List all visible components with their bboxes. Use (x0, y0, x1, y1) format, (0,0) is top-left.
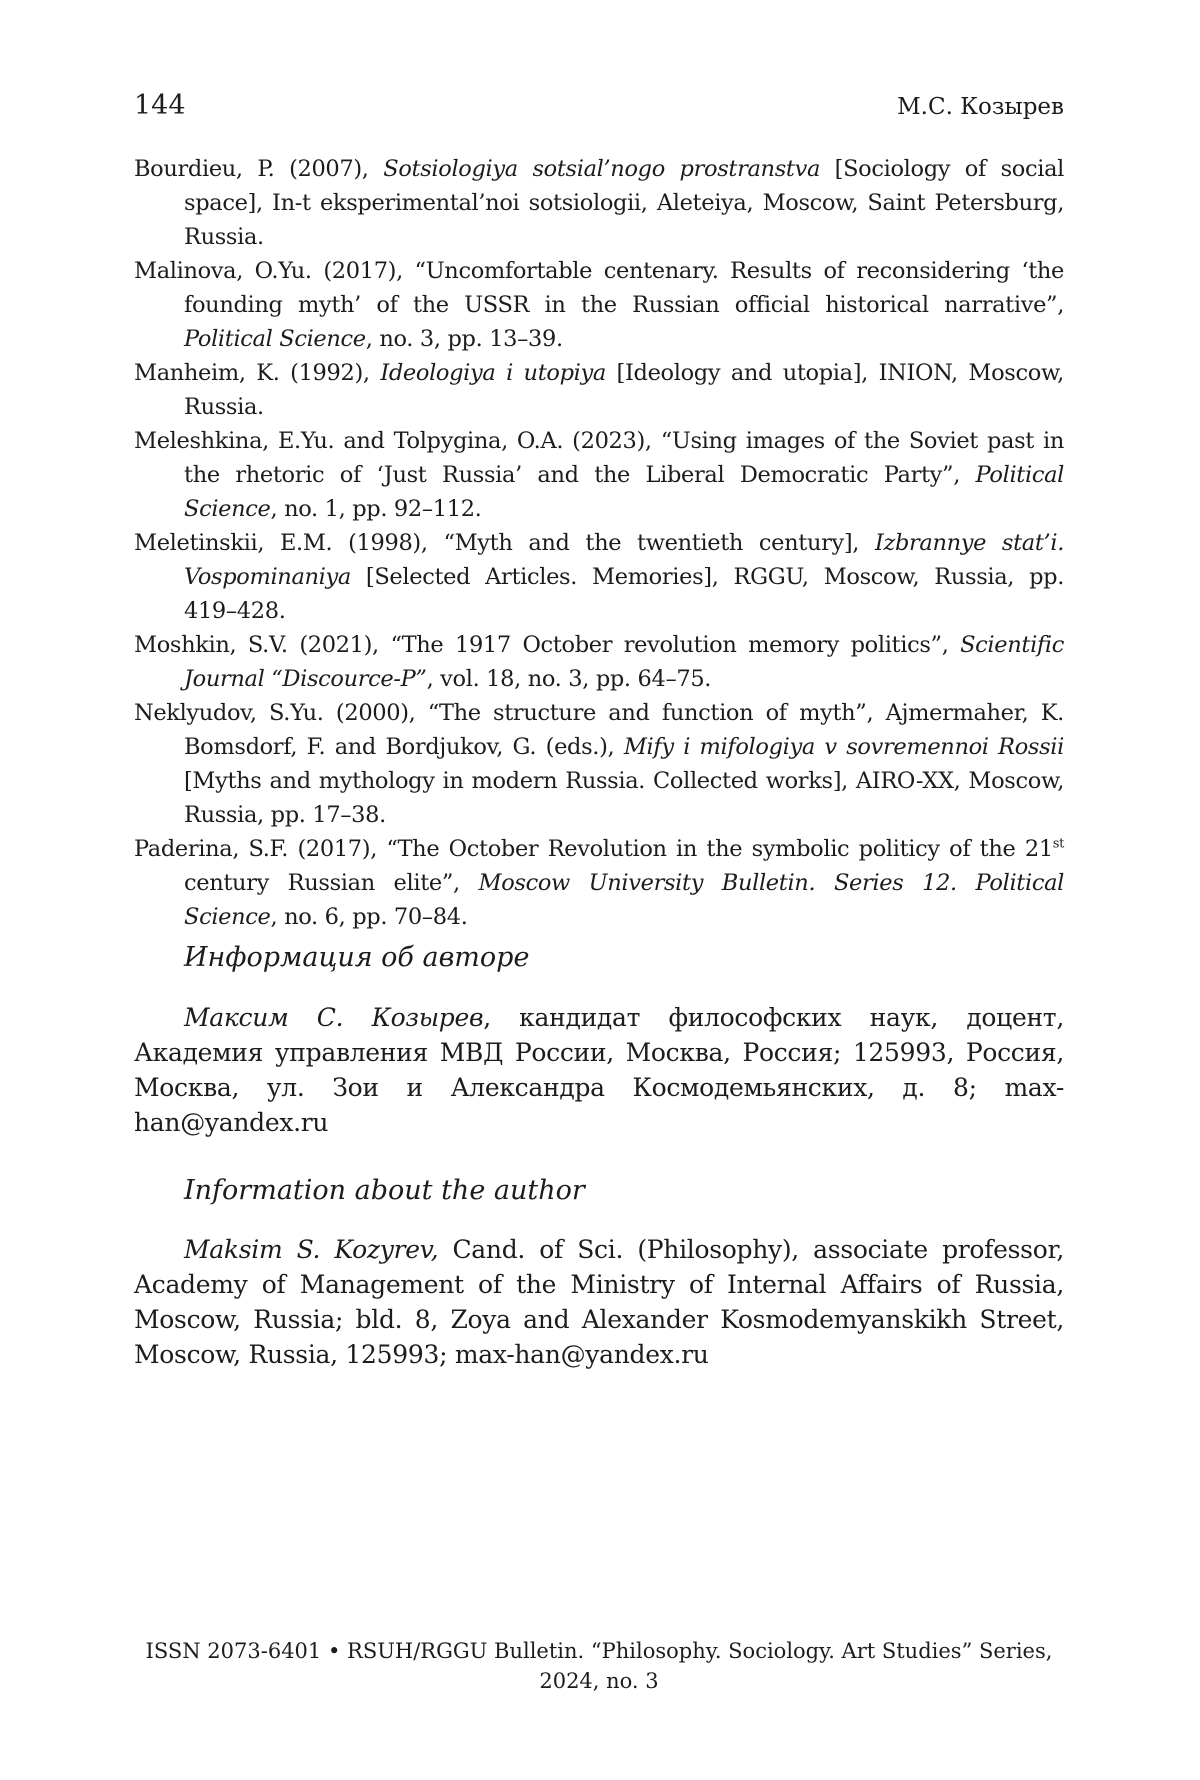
reference-item (134, 832, 1064, 934)
reference-item (134, 152, 1064, 254)
author-details-ru: , кандидат философских наук, доцент, Академия управления МВД России, Москва, Россия; 125993, Россия, Москва, ул. Зои и Александра Космодемьянских, д. 8; max-han@yandex.ru (134, 1003, 1064, 1137)
reference-details: , vol. 18, no. 3, pp. 64–75. (427, 666, 712, 692)
reference-item (134, 696, 1064, 832)
author-info-ru (134, 1000, 1064, 1140)
reference-title: Ideologiya i utopiya (380, 360, 606, 386)
reference-item (134, 628, 1064, 696)
reference-details: , no. 3, pp. 13–39. (366, 326, 563, 352)
reference-author: Neklyudov, S.Yu. (2000), “The structure and function of myth”, Ajmermaher, K. Bomsdorf, F. and Bordjukov, G. (eds.), (134, 700, 1064, 760)
reference-item (134, 356, 1064, 424)
reference-details: [Selected Articles. Memories], RGGU, Moscow, Russia, pp. 419–428. (184, 564, 1064, 624)
reference-title: Mify i mifologiya v sovremennoi Rossii (624, 734, 1064, 760)
journal-footer (134, 1636, 1064, 1696)
footer-line-1: ISSN 2073-6401 • RSUH/RGGU Bulletin. “Philosophy. Sociology. Art Studies” Series, (134, 1636, 1064, 1666)
author-name-ru: Максим С. Козырев (184, 1003, 483, 1032)
page (134, 88, 1064, 1688)
reference-item (134, 254, 1064, 356)
author-info-heading-ru: Информация об авторе (184, 940, 529, 976)
reference-title: Sotsiologiya sotsial’nogo prostranstva (383, 156, 820, 182)
reference-author-cont: century Russian elite”, (184, 870, 479, 896)
reference-title: Political Science (184, 462, 1064, 522)
reference-author: Meletinskii, E.M. (1998), “Myth and the twentieth century], (134, 530, 875, 556)
author-details-en: Cand. of Sci. (Philosophy), associate professor, Academy of Management of the Ministry of Internal Affairs of Russia, Moscow, Russia; bld. 8, Zoya and Alexander Kosmodemyanskikh Street, Moscow, Russia, 125993; max-han@yandex.ru (134, 1235, 1064, 1369)
reference-details: [Ideology and utopia], INION, Moscow, Russia. (184, 360, 1064, 420)
running-head: М.С. Козырев (897, 91, 1064, 123)
reference-author: Moshkin, S.V. (2021), “The 1917 October revolution memory politics”, (134, 632, 960, 658)
reference-author: Paderina, S.F. (2017), “The October Revolution in the symbolic politicy of the 21 (134, 836, 1053, 862)
reference-author: Malinova, O.Yu. (2017), “Uncomfortable centenary. Results of reconsidering ‘the founding myth’ of the USSR in the Russian official historical narrative”, (134, 258, 1064, 318)
reference-author: Meleshkina, E.Yu. and Tolpygina, O.A. (2023), “Using images of the Soviet past in the rhetoric of ‘Just Russia’ and the Liberal Democratic Party”, (134, 428, 1064, 488)
reference-title: Scientific Journal “Discource-P” (184, 632, 1064, 692)
reference-item (134, 526, 1064, 628)
reference-author: Manheim, K. (1992), (134, 360, 380, 386)
reference-item (134, 424, 1064, 526)
author-name-en: Maksim S. Kozyrev, (184, 1235, 438, 1264)
reference-title: Izbrannye stat’i. Vospominaniya (184, 530, 1064, 590)
reference-title: Moscow University Bulletin. Series 12. Political Science (184, 870, 1064, 930)
footer-line-2: 2024, no. 3 (134, 1666, 1064, 1696)
superscript: st (1053, 837, 1064, 852)
reference-details: [Myths and mythology in modern Russia. Collected works], AIRO-XX, Moscow, Russia, pp. 17–38. (184, 768, 1064, 828)
page-number: 144 (134, 88, 186, 124)
reference-details: , no. 6, pp. 70–84. (271, 904, 468, 930)
reference-author: Bourdieu, P. (2007), (134, 156, 383, 182)
reference-title: Political Science (184, 326, 366, 352)
reference-details: , no. 1, pp. 92–112. (271, 496, 482, 522)
author-info-en (134, 1232, 1064, 1372)
reference-details: [Sociology of social space], In-t eksperimental’noi sotsiologii, Aleteiya, Moscow, Saint Petersburg, Russia. (184, 156, 1064, 250)
author-info-heading-en: Information about the author (184, 1173, 585, 1209)
reference-list (134, 152, 1064, 934)
